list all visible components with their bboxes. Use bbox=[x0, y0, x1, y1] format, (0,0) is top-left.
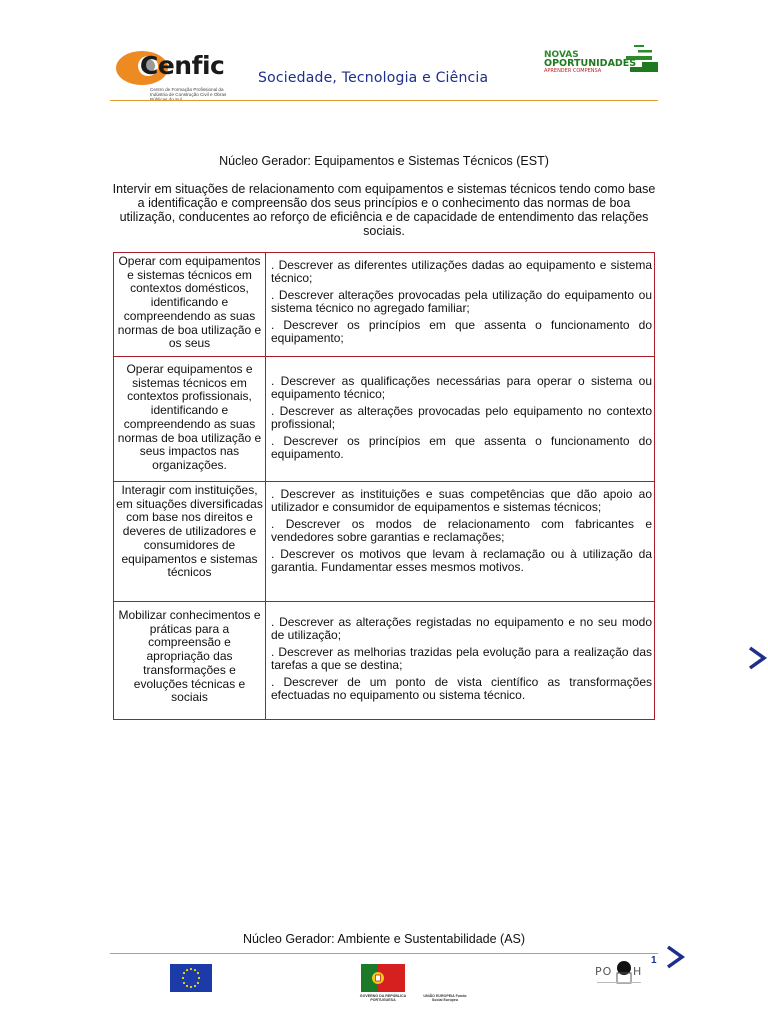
next-page-chevron-icon[interactable] bbox=[746, 645, 768, 671]
competence-cell: Operar equipamentos e sistemas técnicos em contextos profissionais, identificando e compreendendo as suas normas de boa utilização e seus impactos nas organizações. bbox=[114, 357, 266, 482]
intro-paragraph: Intervir em situações de relacionamento com equipamentos e sistemas técnicos tendo como base a identificação e compreensão dos seus princípios e o conhecimento das normas de boa utilização, conducentes ao reforço de eficiência e de capacidade de entendimento das relações sociais. bbox=[112, 182, 656, 238]
table-row bbox=[114, 357, 655, 482]
descriptor-item: . Descrever as diferentes utilizações dadas ao equipamento e sistema técnico; bbox=[271, 258, 652, 285]
descriptor-item: . Descrever as qualificações necessárias para operar o sistema ou equipamento técnico; bbox=[271, 374, 652, 401]
header-divider bbox=[110, 100, 658, 101]
competence-cell: Operar com equipamentos e sistemas técnicos em contextos domésticos, identificando e compreendendo as suas normas de boa utilização e os seus bbox=[114, 253, 266, 357]
next-page-chevron-icon[interactable] bbox=[664, 944, 686, 970]
pt-government-caption: GOVERNO DA REPÚBLICA PORTUGUESA bbox=[359, 994, 407, 1002]
footer-divider bbox=[110, 953, 658, 954]
poph-logo-icon bbox=[593, 958, 649, 988]
descriptor-item: . Descrever as instituições e suas competências que dão apoio ao utilizador e consumidor de equipamentos e sistemas técnicos; bbox=[271, 487, 652, 514]
descriptors-cell bbox=[266, 482, 655, 602]
descriptors-cell bbox=[266, 253, 655, 357]
descriptor-item: . Descrever as melhorias trazidas pela evolução para a realização das tarefas a que se destina; bbox=[271, 645, 652, 672]
descriptor-item: . Descrever as alterações registadas no equipamento e no seu modo de utilização; bbox=[271, 615, 652, 642]
descriptors-cell bbox=[266, 357, 655, 482]
descriptor-item: . Descrever os princípios em que assenta o funcionamento do equipamento; bbox=[271, 318, 652, 345]
descriptor-item: . Descrever de um ponto de vista científico as transformações efectuadas no equipamento ou sistema técnico. bbox=[271, 675, 652, 702]
novas-oportunidades-line1: NOVAS bbox=[544, 50, 579, 60]
eu-caption: UNIÃO EUROPEIA Fundo Social Europeu bbox=[423, 994, 467, 1002]
table-row bbox=[114, 253, 655, 357]
eu-flag-icon bbox=[170, 964, 212, 992]
competence-cell: Mobilizar conhecimentos e práticas para a compreensão e apropriação das transformações e evoluções técnicas e sociais bbox=[114, 602, 266, 720]
svg-text:H: H bbox=[633, 965, 642, 978]
novas-oportunidades-line3: APRENDER COMPENSA bbox=[544, 68, 602, 74]
header-title: Sociedade, Tecnologia e Ciência bbox=[258, 70, 489, 86]
novas-oportunidades-line2: OPORTUNIDADES bbox=[544, 58, 637, 69]
footer-nucleo-gerador: Núcleo Gerador: Ambiente e Sustentabilidade (AS) bbox=[242, 932, 526, 946]
table-row bbox=[114, 602, 655, 720]
table-row bbox=[114, 482, 655, 602]
competence-cell: Interagir com instituições, em situações diversificadas com base nos direitos e deveres de utilizadores e consumidores de equipamentos e sistemas técnicos bbox=[114, 482, 266, 602]
svg-text:PO: PO bbox=[595, 965, 613, 978]
descriptor-item: . Descrever os princípios em que assenta o funcionamento do equipamento. bbox=[271, 434, 652, 461]
cenfic-logo-subtitle: Centro de Formação Profissional da Indústria de Construção Civil e Obras bbox=[150, 87, 227, 98]
descriptor-item: . Descrever os motivos que levam à reclamação ou à utilização da garantia. Fundamentar esses mesmos motivos. bbox=[271, 547, 652, 574]
nucleo-gerador-title: Núcleo Gerador: Equipamentos e Sistemas Técnicos (EST) bbox=[219, 154, 549, 168]
cenfic-logo-text: Cenfic bbox=[140, 51, 225, 80]
competences-table bbox=[113, 252, 655, 720]
descriptors-cell bbox=[266, 602, 655, 720]
descriptor-item: . Descrever alterações provocadas pela utilização do equipamento ou sistema técnico no agregado familiar; bbox=[271, 288, 652, 315]
page-number: 1 bbox=[651, 955, 657, 966]
portugal-flag-icon bbox=[361, 964, 405, 992]
descriptor-item: . Descrever as alterações provocadas pelo equipamento no contexto profissional; bbox=[271, 404, 652, 431]
descriptor-item: . Descrever os modos de relacionamento com fabricantes e vendedores sobre garantias e reclamações; bbox=[271, 517, 652, 544]
